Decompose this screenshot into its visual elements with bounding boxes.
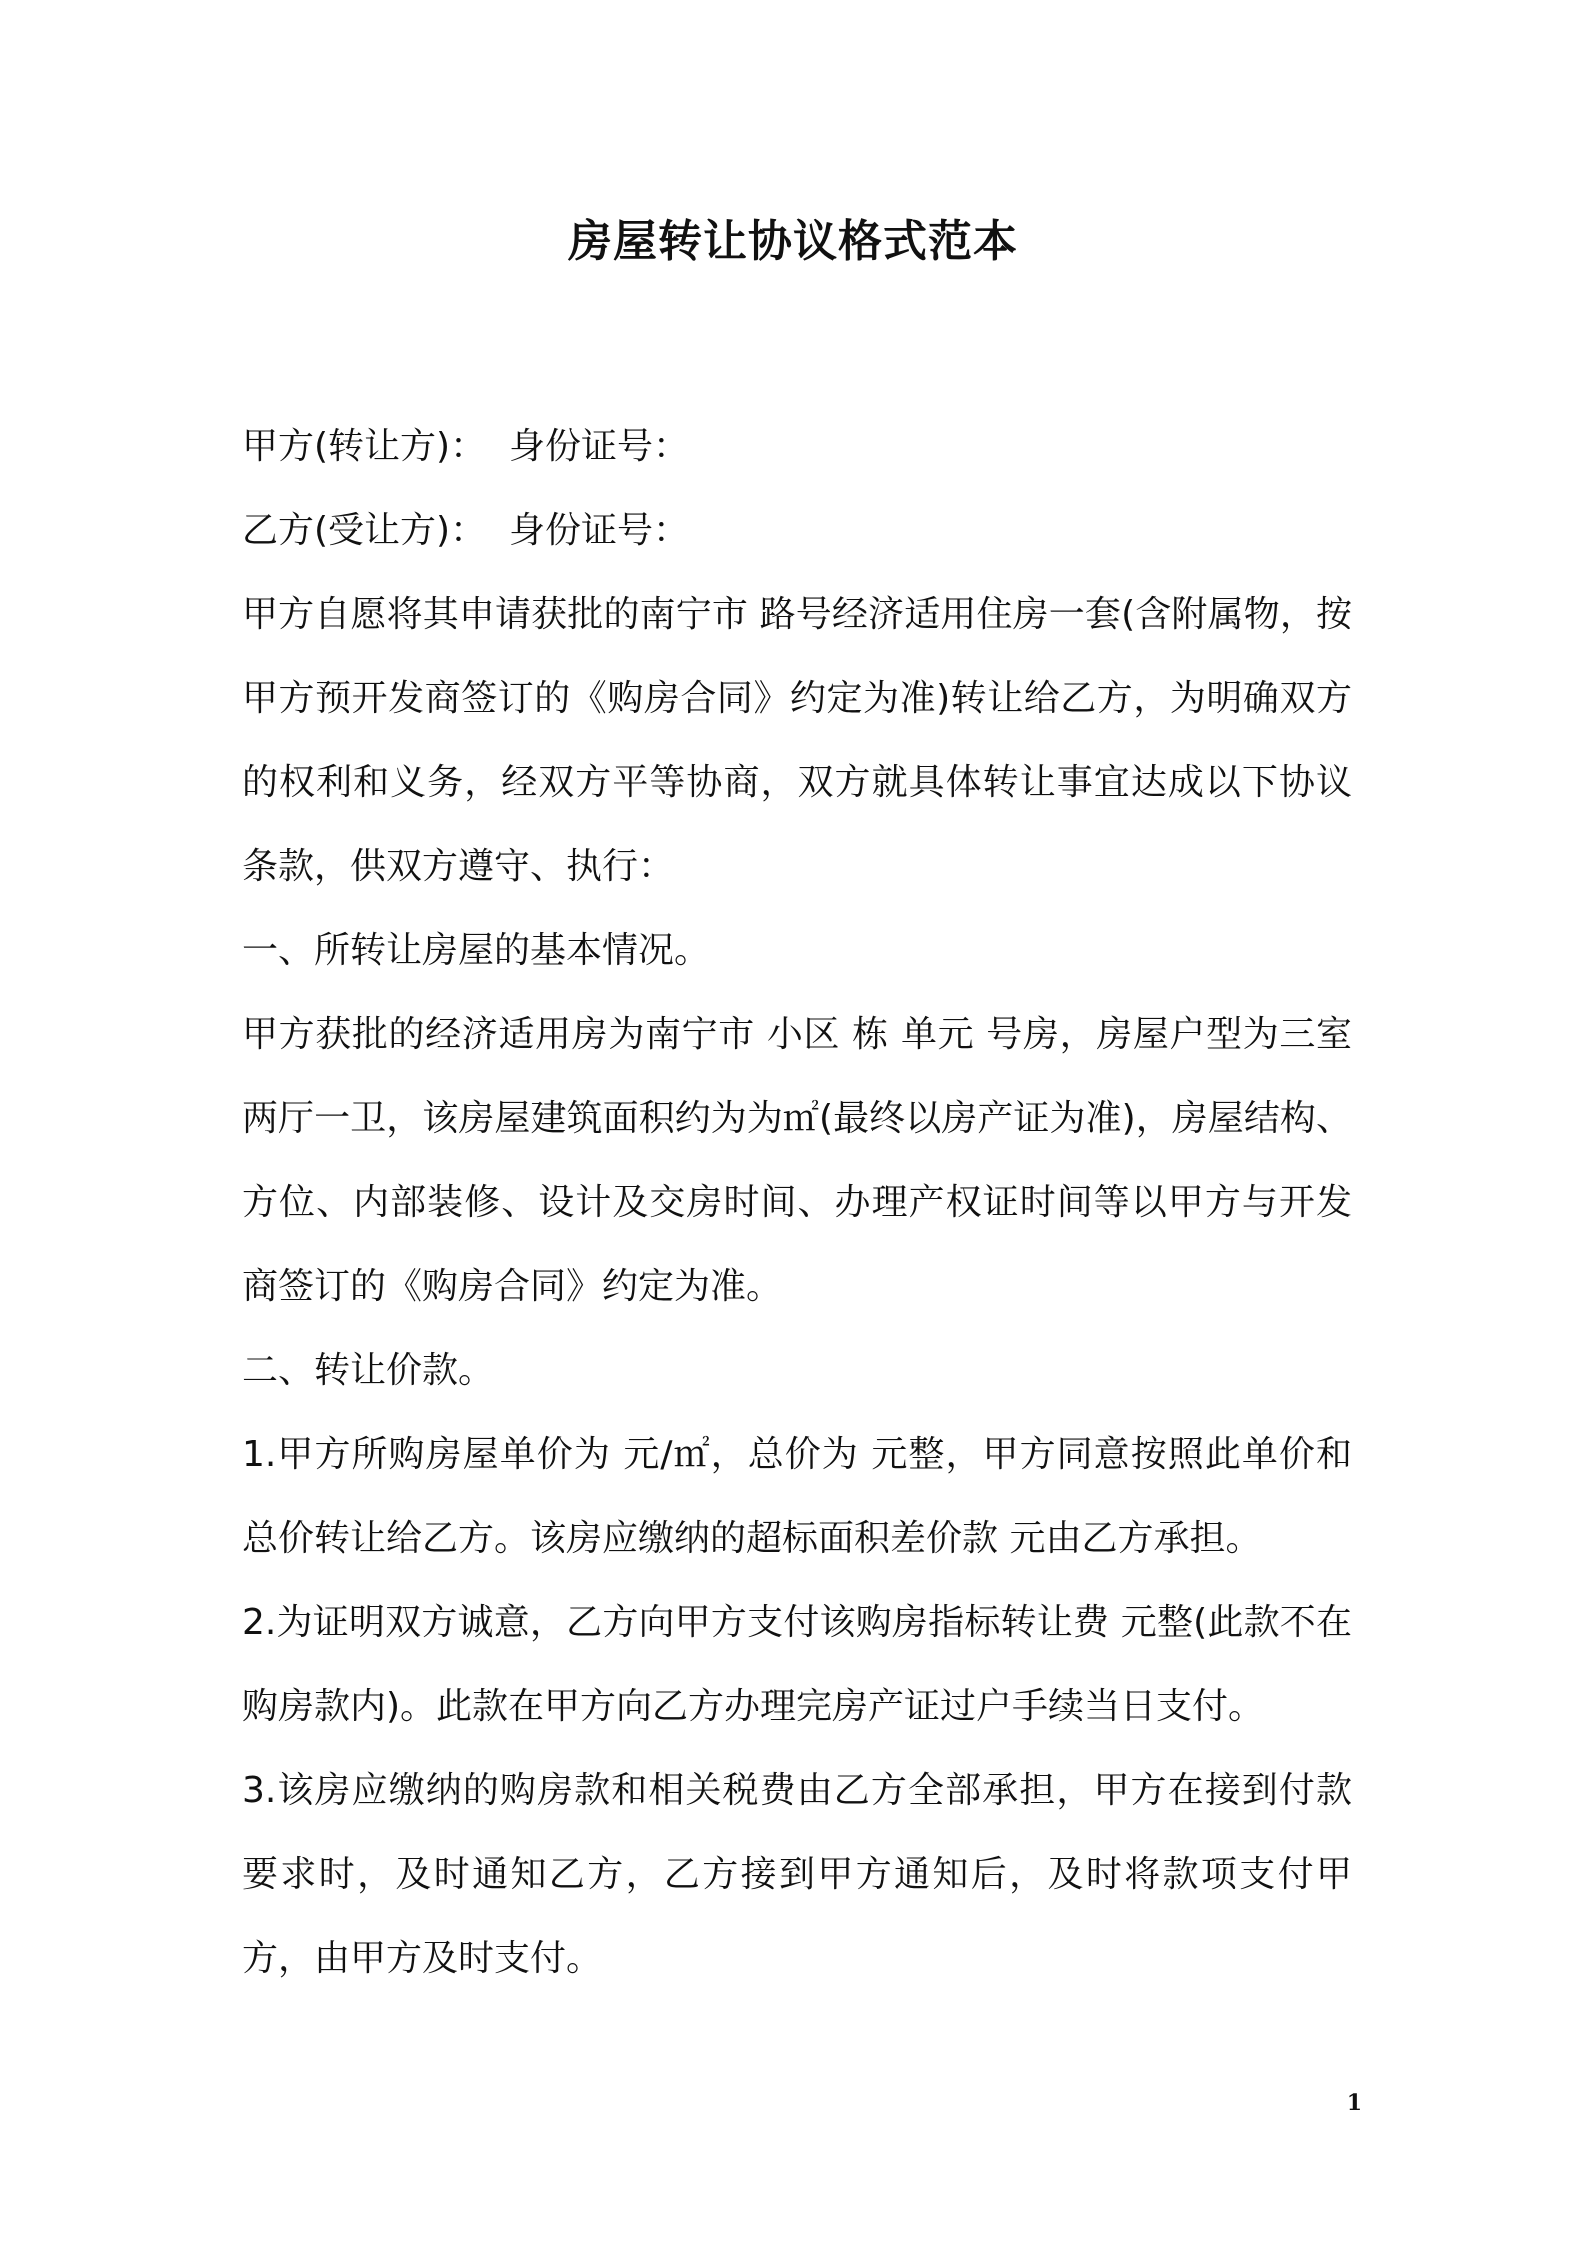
party-a-line: 甲方(转让方)： 身份证号： [242,426,689,467]
section-heading-2: 二、转让价款。 [242,1350,495,1391]
document-title: 房屋转让协议格式范本 [568,216,1018,267]
price-clause-3: 3.该房应缴纳的购房款和相关税费由乙方全部承担，甲方在接到付款要求时，及时通知乙方，乙方接到甲方通知后，及时将款项支付甲方，由甲方及时支付。 [242,1770,1352,1979]
house-info-paragraph: 甲方获批的经济适用房为南宁市 小区 栋 单元 号房，房屋户型为三室两厅一卫，该房屋建筑面积约为为㎡(最终以房产证为准)，房屋结构、方位、内部装修、设计及交房时间、办理产权证时间等以甲方与开发商签订的《购房合同》约定为准。 [242,1014,1352,1307]
document-body [242,405,1352,2001]
intro-paragraph: 甲方自愿将其申请获批的南宁市 路号经济适用住房一套(含附属物，按甲方预开发商签订的《购房合同》约定为准)转让给乙方，为明确双方的权利和义务，经双方平等协商，双方就具体转让事宜达成以下协议条款，供双方遵守、执行： [242,594,1352,887]
price-clause-2: 2.为证明双方诚意，乙方向甲方支付该购房指标转让费 元整(此款不在购房款内)。此款在甲方向乙方办理完房产证过户手续当日支付。 [242,1602,1352,1727]
page-number: 1 [1346,2090,1362,2116]
section-heading-1: 一、所转让房屋的基本情况。 [242,930,711,971]
price-clause-1: 1.甲方所购房屋单价为 元/㎡，总价为 元整，甲方同意按照此单价和总价转让给乙方。该房应缴纳的超标面积差价款 元由乙方承担。 [242,1434,1352,1559]
party-b-line: 乙方(受让方)： 身份证号： [242,510,689,551]
